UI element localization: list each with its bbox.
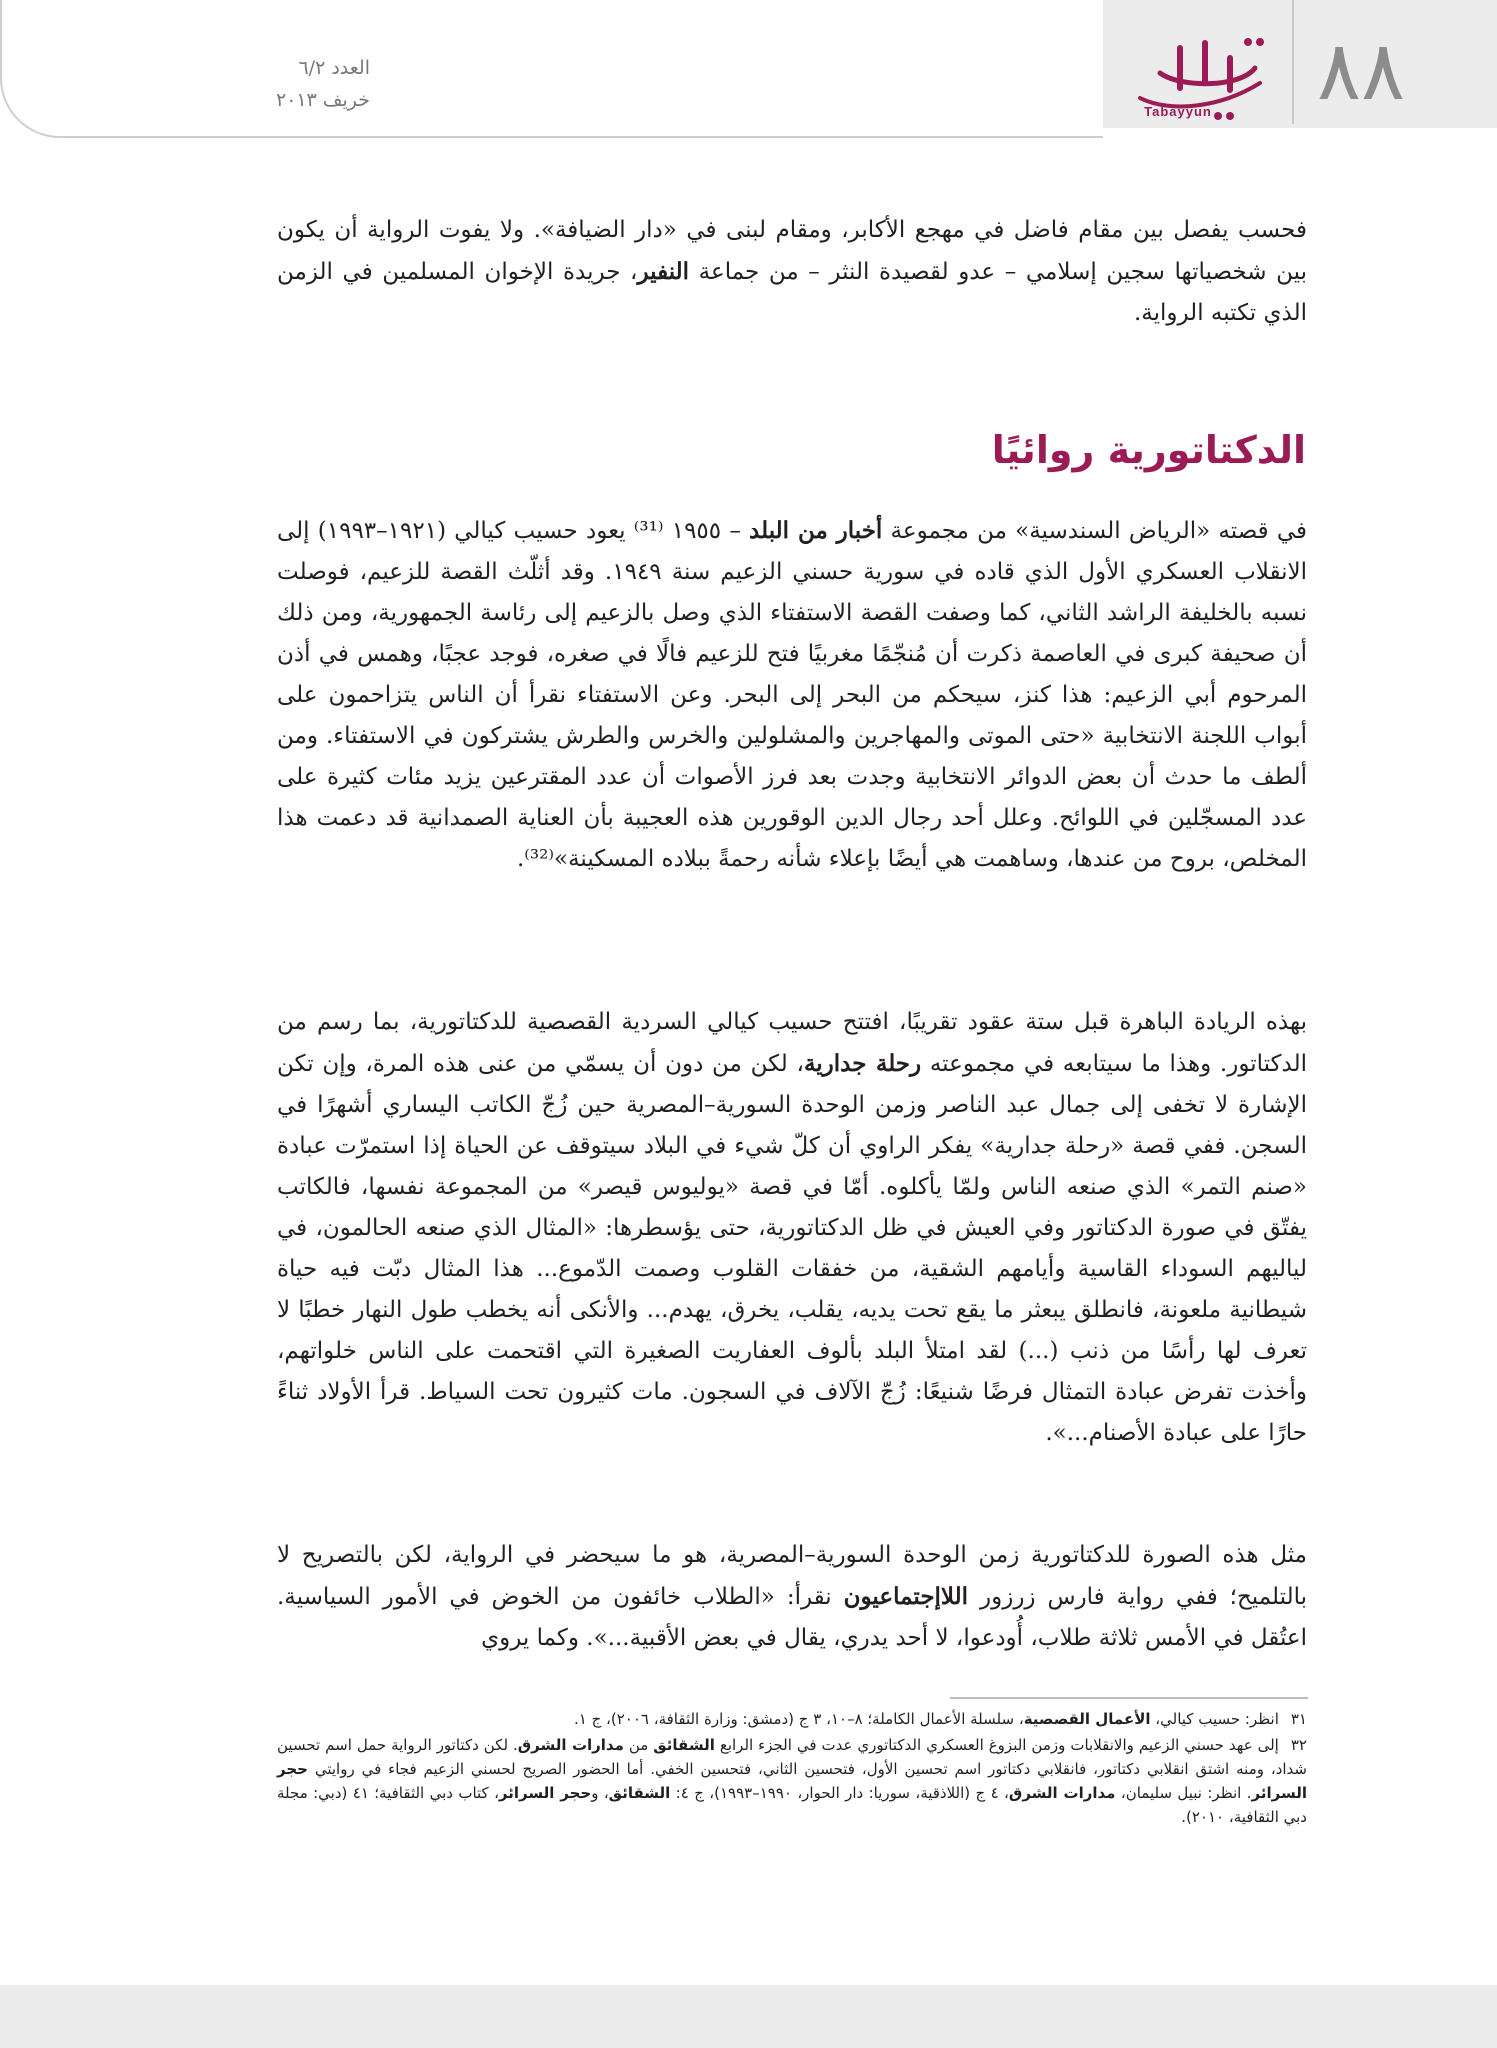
footnote-32 — [277, 1733, 1307, 1829]
issue-number: العدد ٦/٢ — [298, 57, 370, 79]
footnote-rule — [950, 1697, 1308, 1699]
bold-title: الشقائق — [653, 1736, 715, 1754]
footnote-number: ٣٢ — [1290, 1736, 1307, 1754]
header-divider — [1292, 0, 1294, 124]
footnote-number: ٣١ — [1290, 1710, 1307, 1728]
bold-title: حجر السرائر — [277, 1760, 1307, 1802]
paragraph-3: بهذه الريادة الباهرة قبل ستة عقود تقريبًا، افتتح حسيب كيالي السردية القصصية للدكتاتورية، بما رسم من الدكتاتور. وهذا ما سيتابعه في مجموعته رحلة جدارية، لكن من دون أن يسمّي من عنى هذه المرة، وإن تكن الإشارة لا تخفى إلى جمال عبد الناصر وزمن الوحدة السورية–المصرية حين زُجّ الكاتب اليساري أشهرًا في السجن. ففي قصة «رحلة جدارية» يفكر الراوي أن كلّ شيء في البلاد سيتوقف عن الحياة إذا استمرّت عبادة «صنم التمر» الذي صنعه الناس ولمّا يأكلوه. أمّا في قصة «يوليوس قيصر» من المجموعة نفسها، فالكاتب يفتّق في صورة الدكتاتور وفي العيش في ظل الدكتاتورية، حتى يؤسطرها: «المثال الذي صنعه الحالمون، في لياليهم السوداء القاسية وأيامهم الشقية، من خفقات القلوب وصمت الدّموع... هذا المثال دبّت فيه حياة شيطانية ملعونة، فانطلق يبعثر ما يقع تحت يديه، يقلب، يخرق، يهدم... والأنكى أنه يخطب طول النهار خطبًا لا تعرف لها رأسًا من ذنب (...) لقد امتلأ البلد بألوف العفاريت الصغيرة التي اقتحمت على الناس خلواتهم، وأخذت تفرض عبادة التمثال فرضًا شنيعًا: زُجّ الآلاف في السجون. مات كثيرون تحت السياط. قرأ الأولاد ثناءً حارًا على عبادة الأصنام...». — [277, 1009, 1307, 1446]
bold-title: رحلة جدارية — [803, 1050, 922, 1077]
bold-title: مدارات الشرق — [1008, 1784, 1116, 1802]
paragraph-1: فحسب يفصل بين مقام فاضل في مهجع الأكابر، ومقام لبنى في «دار الضيافة». ولا يفوت الرواية أن يكون بين شخصياتها سجين إسلامي – عدو لقصيدة النثر – من جماعة النفير، جريدة الإخوان المسلمين في الزمن الذي تكتبه الرواية. — [277, 217, 1308, 326]
bottom-band — [0, 1985, 1497, 2048]
bold-title: مدارات الشرق — [517, 1736, 624, 1754]
bold-title: اللاإجتماعيون — [843, 1583, 969, 1610]
page-number: ٨٨ — [1316, 24, 1406, 119]
paragraph-4: مثل هذه الصورة للدكتاتورية زمن الوحدة السورية–المصرية، هو ما سيحضر في الرواية، لكن بالتصريح لا بالتلميح؛ ففي رواية فارس زرزور اللاإجتماعيون نقرأ: «الطلاب خائفون من الخوض في الأمور السياسية. اعتُقل في الأمس ثلاثة طلاب، أُودعوا، لا أحد يدري، يقال في بعض الأقبية...». وكما يروي — [277, 1542, 1308, 1651]
logo-swash — [1140, 83, 1260, 106]
section-heading: الدكتاتورية روائيًا — [991, 428, 1306, 472]
bold-title: النفير — [637, 258, 690, 285]
footnotes — [277, 1707, 1307, 1831]
footnote-text: إلى عهد حسني الزعيم والانقلابات وزمن البزوغ العسكري الدكتاتوري عدت في الجزء الرابع الشقائق من مدارات الشرق. لكن دكتاتور الرواية حمل اسم تحسين شداد، ومنه اشتق انقلابي دكتاتور، فانقلابي دكتاتور اسم تحسين الأول، فتحسين الثاني، فتحسين الخفي. أما الحضور الصريح لحسني الزعيم فجاء في روايتي حجر السرائر. انظر: نبيل سليمان، مدارات الشرق، ٤ ج (اللاذقية، سوريا: دار الحوار، ١٩٩٠–١٩٩٣)، ج ٤: الشقائق، وحجر السرائر، كتاب دبي الثقافية؛ ٤١ (دبي: مجلة دبي الثقافية، ٢٠١٠). — [277, 1736, 1307, 1826]
bold-title: الأعمال القصصية — [1023, 1710, 1151, 1728]
bold-title: حجر السرائر — [498, 1784, 592, 1802]
issue-season: خريف ٢٠١٣ — [275, 89, 370, 111]
bold-title: الشقائق — [608, 1784, 671, 1802]
paragraph-2: في قصته «الرياض السندسية» من مجموعة أخبار من البلد – ١٩٥٥ ⁽³¹⁾ يعود حسيب كيالي (١٩٢١–١٩٩٣) إلى الانقلاب العسكري الأول الذي قاده في سورية حسني الزعيم سنة ١٩٤٩. وقد أثلّث القصة للزعيم، فوصلت نسبه بالخليفة الراشد الثاني، كما وصفت القصة الاستفتاء الذي وصل بالزعيم إلى رئاسة الجمهورية، ومن ذلك أن صحيفة كبرى في العاصمة ذكرت أن مُنجّمًا مغربيًا فتح للزعيم فالًا في صغره، فوجد عجبًا، وهمس في أذن المرحوم أبي الزعيم: هذا كنز، سيحكم من البحر إلى البحر. وعن الاستفتاء نقرأ أن الناس يتزاحمون على أبواب اللجنة الانتخابية «حتى الموتى والمهاجرين والمشلولين والخرس والطرش يشتركون في الاستفتاء. ومن ألطف ما حدث أن بعض الدوائر الانتخابية وجدت بعد فرز الأصوات أن عدد المقترعين يزيد مئات كثيرة على عدد المسجّلين في اللوائح. وعلل أحد رجال الدين الوقورين هذه العجيبة بأن العناية الصمدانية قد دعمت هذا المخلص، بروح من عندها، وساهمت هي أيضًا بإعلاء شأنه رحمةً ببلاده المسكينة»⁽³²⁾. — [277, 517, 1307, 872]
footnote-31 — [277, 1707, 1307, 1731]
logo-dot-3 — [1244, 38, 1252, 46]
logo-dot-4 — [1256, 38, 1264, 46]
journal-name-latin: Tabayyun — [1144, 104, 1212, 119]
bold-title: أخبار من البلد — [749, 517, 883, 544]
footnote-text: انظر: حسيب كيالي، الأعمال القصصية، سلسلة الأعمال الكاملة؛ ٨–١٠، ٣ ج (دمشق: وزارة الثقافة، ٢٠٠٦)، ج ١. — [573, 1710, 1279, 1728]
header-frame — [0, 0, 1103, 138]
issue-info — [180, 52, 370, 122]
